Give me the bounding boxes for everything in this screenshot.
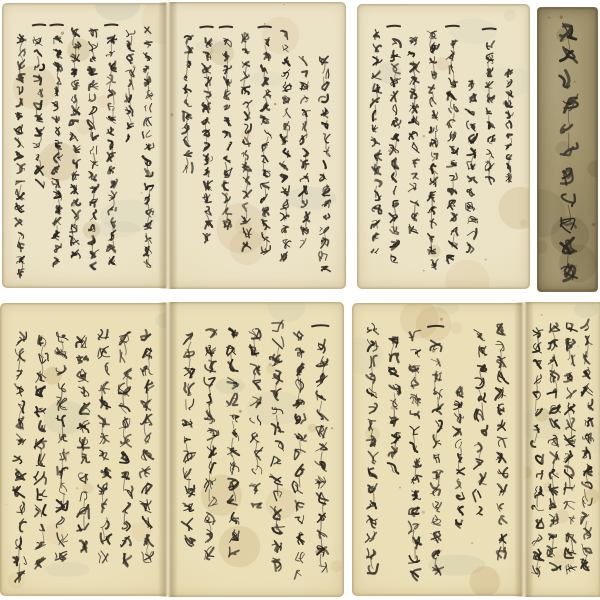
manuscript-spread-top-left [2, 2, 346, 289]
manuscript-page-left [0, 303, 168, 596]
calligraphy-columns [358, 5, 529, 288]
manuscript-spread-bottom-left [0, 302, 344, 597]
manuscript-page-right [524, 302, 600, 597]
calligraphy-columns [538, 8, 597, 291]
calligraphy-columns [525, 303, 600, 596]
calligraphy-columns [353, 304, 523, 595]
manuscript-page-left [352, 303, 524, 596]
manuscript-spread-bottom-right [352, 302, 600, 597]
calligraphy-columns [3, 4, 167, 287]
calligraphy-columns [169, 303, 343, 596]
book-cover [537, 7, 598, 292]
manuscript-page-right [168, 2, 346, 289]
calligraphy-columns [1, 304, 167, 595]
manuscript-page-first [357, 4, 530, 289]
manuscript-page-right [168, 302, 344, 597]
manuscript-page-left [2, 3, 168, 288]
calligraphy-columns [169, 3, 345, 288]
